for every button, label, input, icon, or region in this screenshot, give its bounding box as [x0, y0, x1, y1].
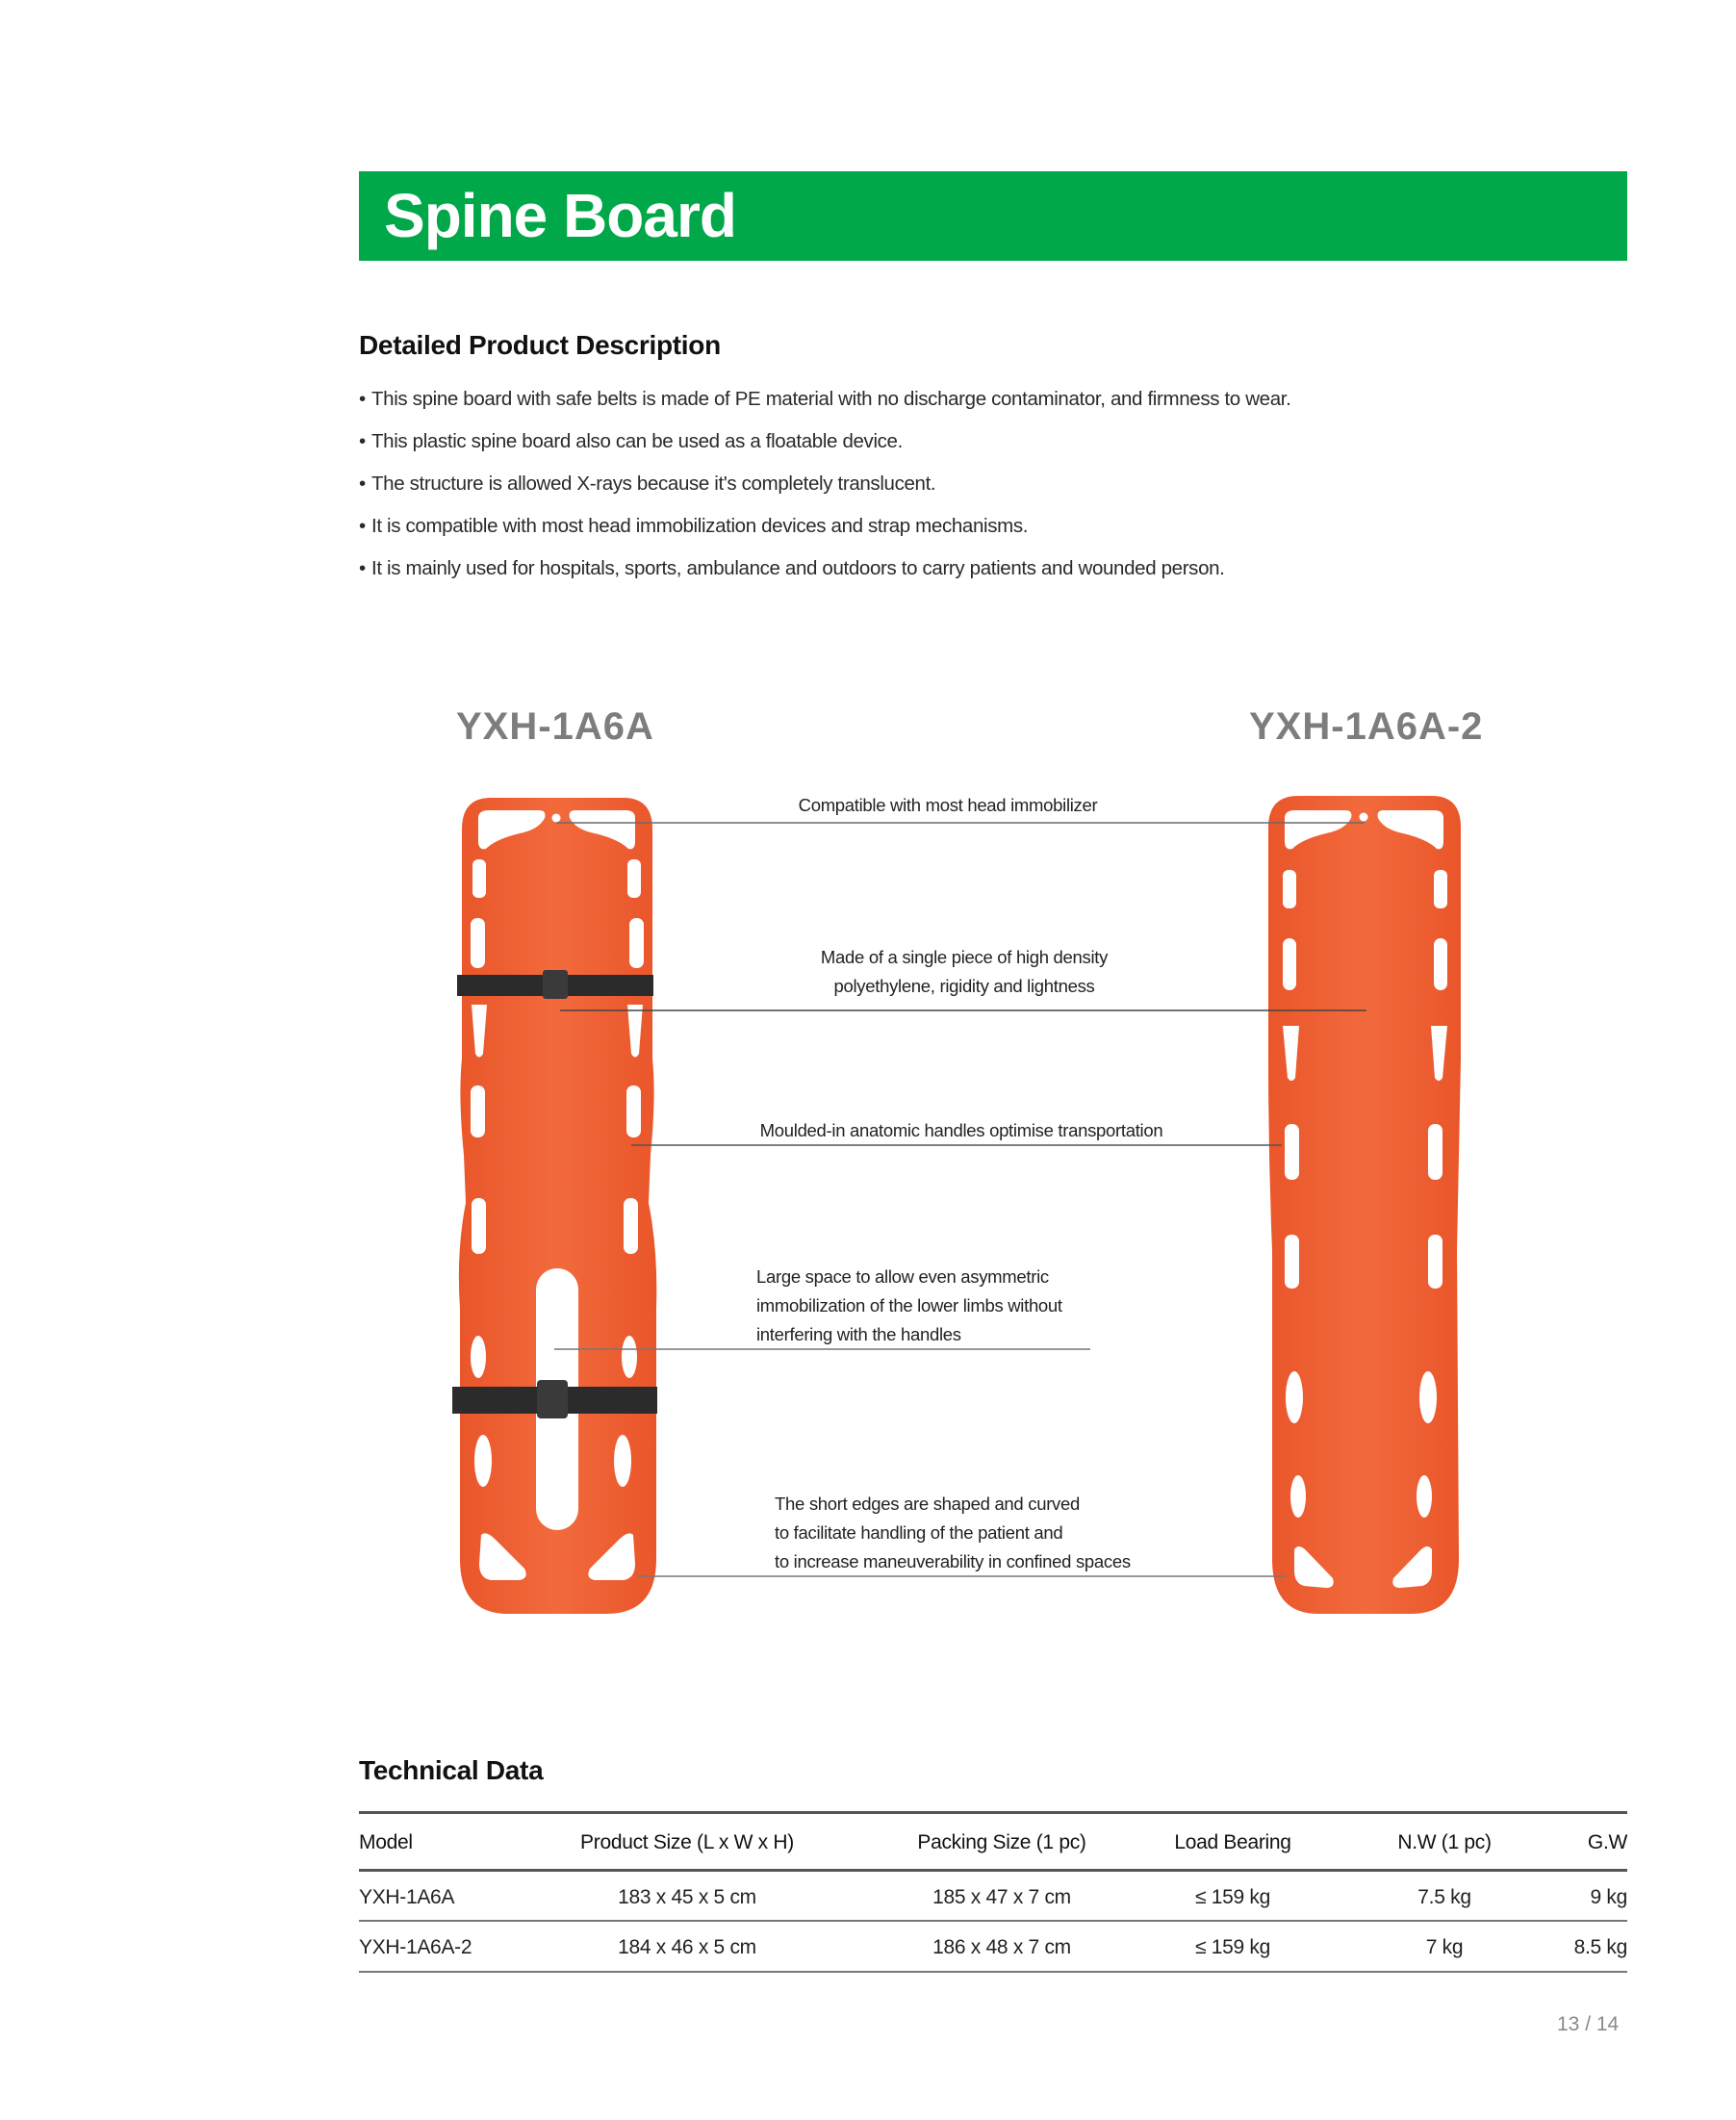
bullet-text: This spine board with safe belts is made of PE material with no discharge contaminator, and firmness to wear.	[371, 388, 1291, 410]
bullet-icon: •	[359, 473, 366, 495]
spine-board-right	[1268, 796, 1461, 1614]
column-header-gross-weight: G.W	[1587, 1831, 1627, 1853]
column-header-model: Model	[359, 1831, 413, 1853]
annotation-line: interfering with the handles	[756, 1324, 961, 1344]
column-header-load-bearing: Load Bearing	[1174, 1831, 1291, 1853]
annotation-line: Compatible with most head immobilizer	[798, 795, 1098, 815]
cell-packing-size: 186 x 48 x 7 cm	[932, 1936, 1071, 1958]
bullet-text: The structure is allowed X-rays because it's completely translucent.	[371, 473, 936, 495]
column-header-net-weight: N.W (1 pc)	[1397, 1831, 1492, 1853]
description-heading: Detailed Product Description	[359, 330, 721, 360]
column-header-packing-size: Packing Size (1 pc)	[917, 1831, 1086, 1853]
buckle-icon	[537, 1380, 568, 1418]
annotation-head-immobilizer	[799, 791, 1098, 820]
cell-product-size: 184 x 46 x 5 cm	[618, 1936, 756, 1958]
table-rule-row	[359, 1920, 1627, 1922]
bullet-icon: •	[359, 430, 366, 452]
model-title-left: YXH-1A6A	[456, 705, 654, 748]
bullet-text: This plastic spine board also can be used as a floatable device.	[371, 430, 903, 452]
cell-net-weight: 7 kg	[1425, 1936, 1464, 1958]
annotation-line: Moulded-in anatomic handles optimise transportation	[759, 1120, 1163, 1140]
bullet-text: It is mainly used for hospitals, sports, ambulance and outdoors to carry patients and wounded person.	[371, 557, 1225, 579]
cell-model: YXH-1A6A	[359, 1886, 455, 1908]
cell-model: YXH-1A6A-2	[359, 1936, 472, 1958]
bullet-text: It is compatible with most head immobilization devices and strap mechanisms.	[371, 515, 1029, 537]
column-header-product-size: Product Size (L x W x H)	[580, 1831, 794, 1853]
cell-product-size: 183 x 45 x 5 cm	[618, 1886, 756, 1908]
model-title-right: YXH-1A6A-2	[1249, 705, 1484, 748]
cell-load-bearing: ≤ 159 kg	[1194, 1886, 1271, 1908]
bullet-icon: •	[359, 557, 366, 579]
cell-packing-size: 185 x 47 x 7 cm	[932, 1886, 1071, 1908]
annotation-line: Large space to allow even asymmetric	[756, 1266, 1049, 1287]
cell-gross-weight: 9 kg	[1590, 1886, 1627, 1908]
buckle-icon	[543, 970, 568, 999]
annotation-line: to increase maneuverability in confined spaces	[775, 1551, 1131, 1571]
spine-board-left	[452, 798, 657, 1614]
bullet-icon: •	[359, 515, 366, 537]
annotation-line: Made of a single piece of high density	[820, 947, 1109, 967]
annotation-material	[821, 943, 1108, 1001]
page-number: 13 / 14	[1557, 2013, 1620, 2035]
annotation-leg-space	[756, 1263, 1062, 1349]
page-title: Spine Board	[384, 181, 736, 250]
annotation-line: immobilization of the lower limbs without	[756, 1295, 1062, 1315]
annotation-line: polyethylene, rigidity and lightness	[833, 976, 1095, 996]
annotation-line: The short edges are shaped and curved	[775, 1494, 1080, 1514]
table-rule-bottom	[359, 1971, 1627, 1973]
cell-net-weight: 7.5 kg	[1417, 1886, 1471, 1908]
bullet-icon: •	[359, 388, 366, 410]
cell-gross-weight: 8.5 kg	[1573, 1936, 1627, 1958]
annotation-handles	[760, 1116, 1163, 1145]
table-rule-top	[359, 1811, 1627, 1814]
technical-data-heading: Technical Data	[359, 1755, 544, 1785]
annotation-short-edges	[775, 1490, 1131, 1576]
cell-load-bearing: ≤ 159 kg	[1194, 1936, 1271, 1958]
table-rule-header	[359, 1869, 1627, 1872]
annotation-line: to facilitate handling of the patient and	[775, 1522, 1063, 1543]
